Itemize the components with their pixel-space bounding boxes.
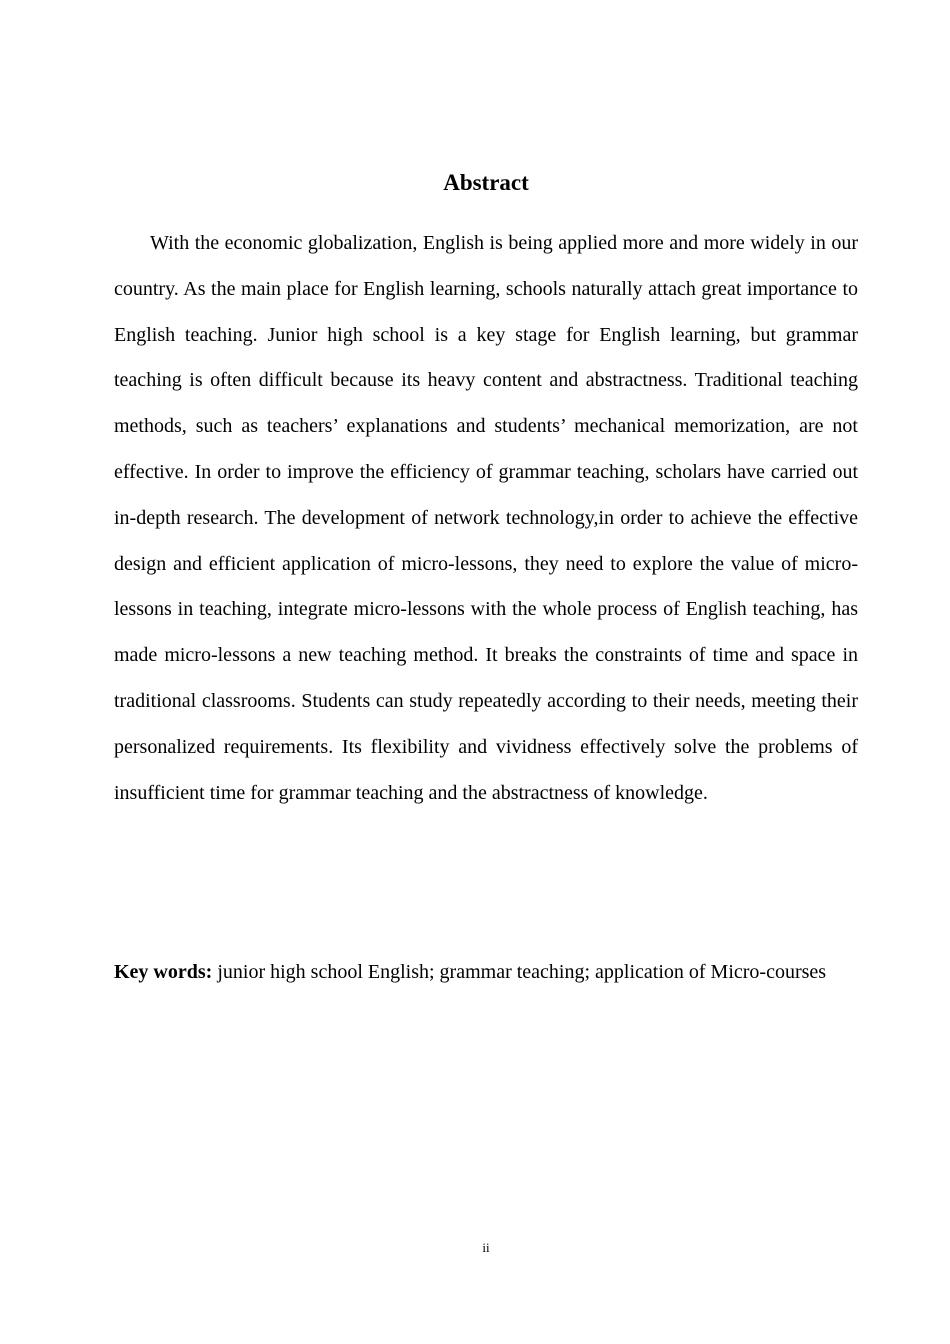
abstract-title: Abstract (443, 170, 529, 195)
abstract-body: With the economic globalization, English is being applied more and more widely in our country. As the main place for English learning, schools naturally attach great importance to English teaching. Junior high school is a key stage for English learning, but grammar teaching is often difficult because its heavy content and abstractness. Traditional teaching methods, such as teachers’ explanations and students’ mechanical memorization, are not effective. In order to improve the efficiency of grammar teaching, scholars have carried out in-depth research. The development of network technology,in order to achieve the effective design and efficient application of micro-lessons, they need to explore the value of micro-lessons in teaching, integrate micro-lessons with the whole process of English teaching, has made micro-lessons a new teaching method. It breaks the constraints of time and space in traditional classrooms. Students can study repeatedly according to their needs, meeting their personalized requirements. Its flexibility and vividness effectively solve the problems of insufficient time for grammar teaching and the abstractness of knowledge. (114, 232, 858, 804)
page-number: ii (482, 1240, 490, 1255)
keywords-label: Key words: (114, 961, 213, 983)
keywords-paragraph (114, 949, 858, 995)
keywords-text: junior high school English; grammar teaching; application of Micro-courses (212, 961, 827, 983)
